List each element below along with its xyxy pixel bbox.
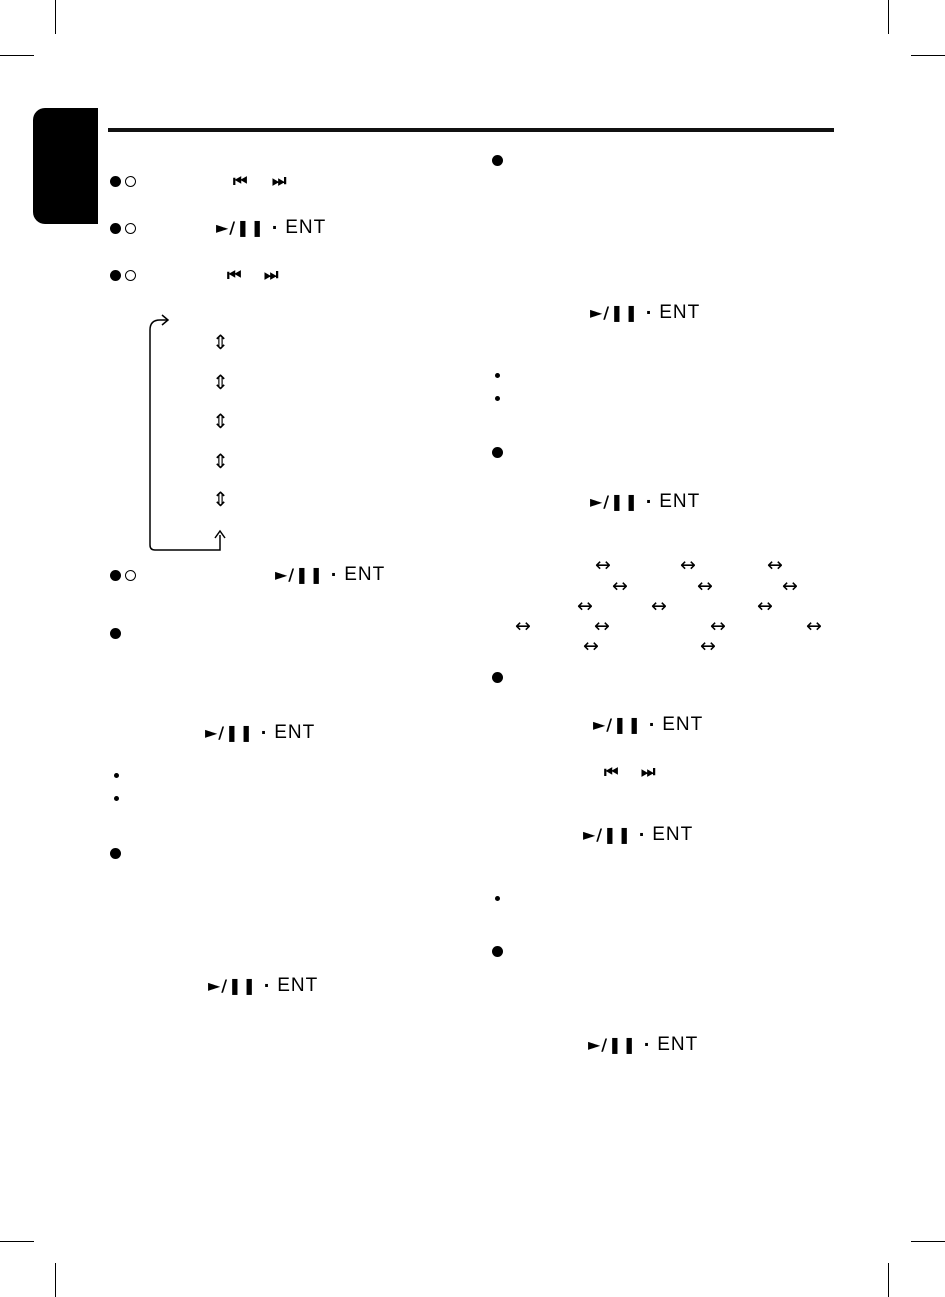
separator-dot: · bbox=[263, 976, 271, 995]
play-pause-ent-button-icon bbox=[593, 716, 703, 734]
play-pause-icon: ►/❚❚ bbox=[590, 492, 639, 511]
horizontal-arrow-icon: ↔ bbox=[710, 615, 726, 637]
step-marker-filled bbox=[110, 176, 121, 187]
ent-label: ENT bbox=[344, 564, 386, 585]
horizontal-arrow-icon: ↔ bbox=[515, 615, 531, 637]
bullet bbox=[114, 796, 119, 801]
step-marker-outline bbox=[125, 570, 136, 581]
section-marker bbox=[110, 848, 121, 859]
step-marker-filled bbox=[110, 270, 121, 281]
play-pause-icon: ►/❚❚ bbox=[205, 723, 254, 742]
section-marker bbox=[492, 447, 503, 458]
horizontal-arrow-icon: ↔ bbox=[595, 554, 611, 576]
horizontal-arrow-icon: ↔ bbox=[697, 575, 713, 597]
ent-label: ENT bbox=[652, 824, 694, 845]
play-pause-icon: ►/❚❚ bbox=[583, 825, 632, 844]
crop-mark bbox=[55, 1263, 56, 1297]
horizontal-arrow-icon: ↔ bbox=[651, 595, 667, 617]
ent-label: ENT bbox=[659, 302, 701, 323]
play-pause-icon: ►/❚❚ bbox=[208, 976, 257, 995]
play-pause-icon: ►/❚❚ bbox=[593, 715, 642, 734]
crop-mark bbox=[0, 1241, 34, 1242]
horizontal-arrow-icon: ↔ bbox=[680, 554, 696, 576]
step-marker-outline bbox=[125, 176, 136, 187]
play-pause-ent-button-icon bbox=[590, 493, 700, 511]
play-pause-ent-button-icon bbox=[590, 304, 700, 322]
horizontal-arrow-icon: ↔ bbox=[577, 595, 593, 617]
section-marker bbox=[492, 155, 503, 166]
step-marker-filled bbox=[110, 223, 121, 234]
language-tab bbox=[33, 108, 98, 224]
bullet bbox=[495, 396, 500, 401]
vertical-arrow-icon: ⇕ bbox=[212, 370, 229, 394]
separator-dot: · bbox=[643, 1035, 651, 1054]
vertical-arrow-icon: ⇕ bbox=[212, 449, 229, 473]
crop-mark bbox=[0, 55, 34, 56]
section-marker bbox=[492, 946, 503, 957]
vertical-arrow-icon: ⇕ bbox=[212, 487, 229, 511]
ent-label: ENT bbox=[277, 975, 319, 996]
horizontal-arrow-icon: ↔ bbox=[612, 575, 628, 597]
separator-dot: · bbox=[638, 825, 646, 844]
play-pause-ent-button-icon bbox=[205, 724, 315, 742]
separator-dot: · bbox=[260, 723, 268, 742]
play-pause-ent-button-icon bbox=[588, 1036, 698, 1054]
play-pause-ent-button-icon bbox=[216, 219, 326, 237]
bullet bbox=[495, 896, 500, 901]
step-marker-filled bbox=[110, 570, 121, 581]
separator-dot: · bbox=[648, 715, 656, 734]
play-pause-ent-button-icon bbox=[275, 566, 385, 584]
crop-mark bbox=[888, 0, 889, 34]
crop-mark bbox=[911, 1241, 945, 1242]
bullet bbox=[114, 773, 119, 778]
crop-mark bbox=[888, 1263, 889, 1297]
horizontal-arrow-icon: ↔ bbox=[583, 635, 599, 657]
ent-label: ENT bbox=[659, 491, 701, 512]
ent-label: ENT bbox=[657, 1034, 699, 1055]
separator-dot: · bbox=[645, 492, 653, 511]
step-marker-outline bbox=[125, 223, 136, 234]
play-pause-ent-button-icon bbox=[208, 977, 318, 995]
horizontal-arrow-icon: ↔ bbox=[757, 595, 773, 617]
skip-back-icon: ⏮ bbox=[233, 171, 246, 190]
play-pause-icon: ►/❚❚ bbox=[275, 565, 324, 584]
horizontal-arrow-icon: ↔ bbox=[700, 635, 716, 657]
section-marker bbox=[492, 672, 503, 683]
step-marker-outline bbox=[125, 270, 136, 281]
bullet bbox=[495, 373, 500, 378]
skip-back-icon: ⏮ bbox=[227, 265, 240, 284]
play-pause-ent-button-icon bbox=[583, 826, 693, 844]
play-pause-icon: ►/❚❚ bbox=[588, 1035, 637, 1054]
skip-forward-icon: ⏭ bbox=[264, 265, 277, 284]
vertical-arrow-icon: ⇕ bbox=[212, 330, 229, 354]
play-pause-icon: ►/❚❚ bbox=[216, 218, 265, 237]
horizontal-arrow-icon: ↔ bbox=[767, 554, 783, 576]
horizontal-arrow-icon: ↔ bbox=[806, 615, 822, 637]
ent-label: ENT bbox=[285, 217, 327, 238]
skip-forward-icon: ⏭ bbox=[272, 171, 285, 190]
separator-dot: · bbox=[271, 218, 279, 237]
ent-label: ENT bbox=[662, 714, 704, 735]
skip-forward-icon: ⏭ bbox=[641, 762, 654, 781]
horizontal-arrow-icon: ↔ bbox=[594, 615, 610, 637]
header-rule bbox=[108, 128, 834, 132]
separator-dot: · bbox=[645, 303, 653, 322]
crop-mark bbox=[911, 55, 945, 56]
section-marker bbox=[110, 628, 121, 639]
horizontal-arrow-icon: ↔ bbox=[782, 575, 798, 597]
crop-mark bbox=[55, 0, 56, 34]
separator-dot: · bbox=[330, 565, 338, 584]
vertical-arrow-icon: ⇕ bbox=[212, 409, 229, 433]
play-pause-icon: ►/❚❚ bbox=[590, 303, 639, 322]
ent-label: ENT bbox=[274, 722, 316, 743]
skip-back-icon: ⏮ bbox=[604, 762, 617, 781]
